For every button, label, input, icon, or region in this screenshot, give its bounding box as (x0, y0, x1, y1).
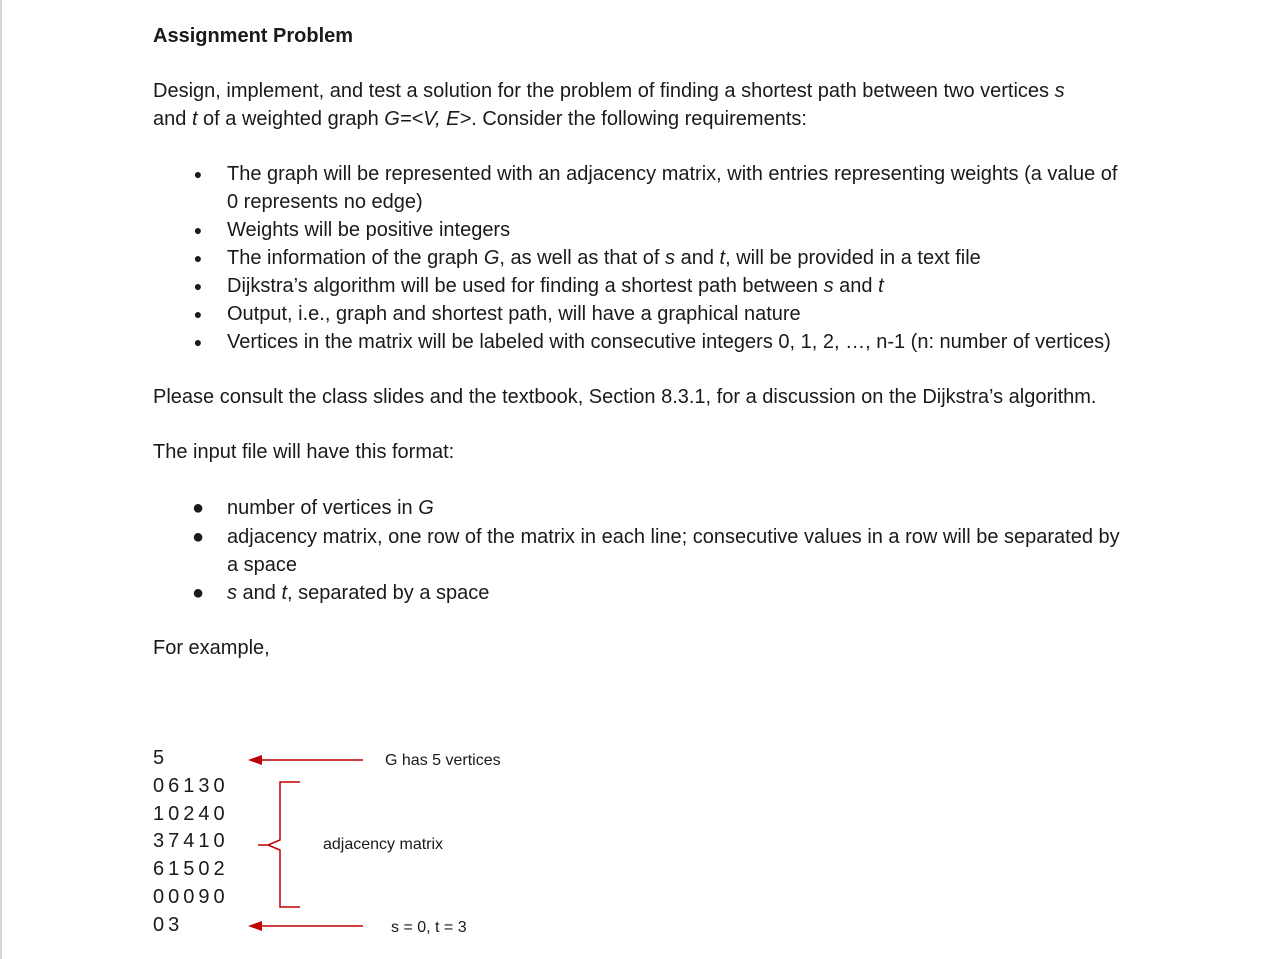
bullet-icon: ● (193, 306, 203, 322)
document-body (153, 22, 1133, 662)
consult-paragraph: Please consult the class slides and the textbook, Section 8.3.1, for a discussion on the Dijkstra’s algorithm. (153, 386, 1097, 408)
sample-line-matrix-row: 61502 (153, 858, 229, 881)
list-item: ● s and t, separated by a space (153, 579, 1133, 607)
list-item: ● The information of the graph G, as well as that of s and t, will be provided in a text file (153, 244, 1133, 272)
sample-line-s-t: 03 (153, 913, 184, 936)
sample-line-vertex-count: 5 (153, 747, 169, 769)
list-item: ● Vertices in the matrix will be labeled with consecutive integers 0, 1, 2, …, n-1 (n: number of vertices) (153, 328, 1133, 356)
bullet-icon: ● (191, 582, 205, 604)
list-item: ● Dijkstra’s algorithm will be used for finding a shortest path between s and t (153, 272, 1133, 300)
sample-input-file (153, 745, 229, 940)
bullet-icon: ● (193, 166, 203, 182)
sample-line-matrix-row: 10240 (153, 802, 229, 825)
sample-line-matrix-row: 37410 (153, 830, 229, 853)
brace-adjacency-matrix (258, 782, 300, 907)
annotation-matrix: adjacency matrix (323, 836, 444, 853)
bullet-icon: ● (193, 278, 203, 294)
sample-line-matrix-row: 06130 (153, 774, 229, 797)
annotation-s-t: s = 0, t = 3 (391, 919, 467, 936)
list-item: ● adjacency matrix, one row of the matrix in each line; consecutive values in a row will be separated by a space (153, 523, 1133, 579)
example-heading: For example, (153, 637, 270, 659)
input-format-heading: The input file will have this format: (153, 441, 455, 463)
page-edge (0, 0, 2, 959)
list-item: ● The graph will be represented with an adjacency matrix, with entries representing weights (a value of 0 represents no edge) (153, 160, 1133, 216)
requirements-list (153, 160, 1133, 356)
list-item: ● Weights will be positive integers (153, 216, 1133, 244)
bullet-icon: ● (191, 526, 205, 548)
list-item: ● Output, i.e., graph and shortest path, will have a graphical nature (153, 300, 1133, 328)
intro-paragraph: Design, implement, and test a solution for the problem of finding a shortest path between two vertices s and t of a weighted graph G=<V, E>. Consider the following requirements: (153, 80, 1065, 130)
arrow-s-t (248, 921, 363, 931)
bullet-icon: ● (193, 250, 203, 266)
bullet-icon: ● (193, 334, 203, 350)
bullet-icon: ● (193, 222, 203, 238)
list-item: ● number of vertices in G (153, 494, 1133, 522)
format-list (153, 494, 1133, 607)
annotation-vertices: G has 5 vertices (385, 752, 501, 769)
sample-line-matrix-row: 00090 (153, 885, 229, 908)
arrow-vertices (248, 755, 363, 765)
bullet-icon: ● (191, 497, 205, 519)
page-title: Assignment Problem (153, 25, 354, 47)
